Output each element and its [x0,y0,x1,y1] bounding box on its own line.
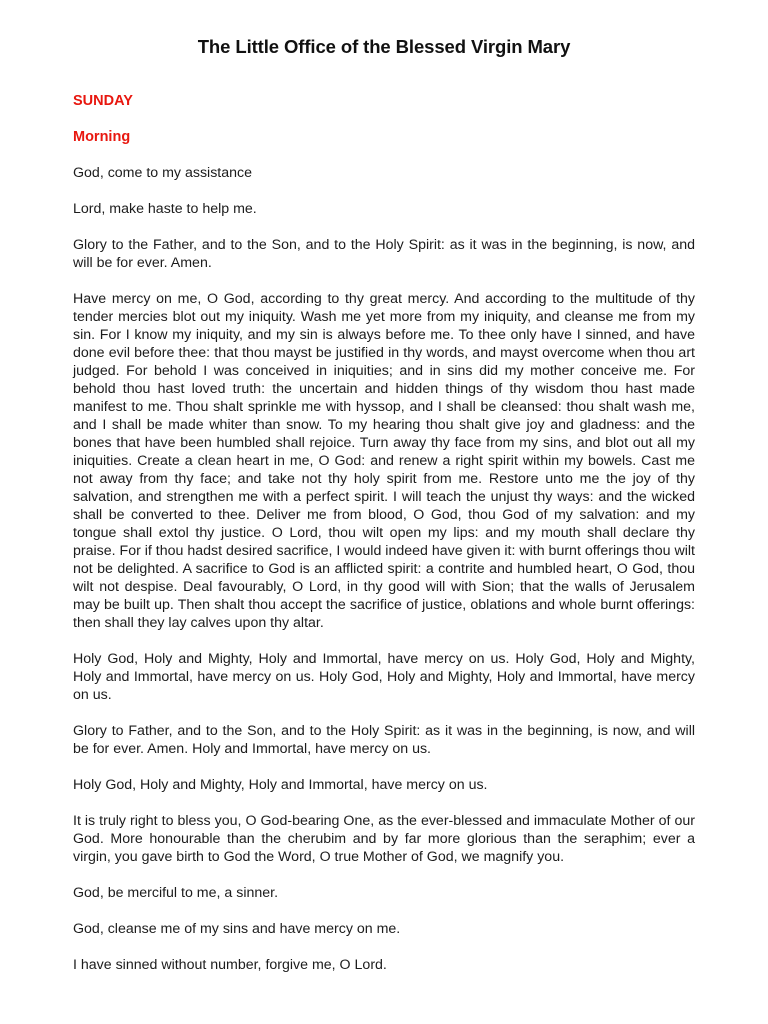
section-heading: Morning [73,129,131,145]
paragraph: God, be merciful to me, a sinner. [73,885,279,901]
document-page [73,36,695,992]
paragraph: Have mercy on me, O God, according to thy great mercy. And according to the multitude of thy tender mercies blot out my iniquity. Wash me yet more from my iniquity, and cleanse me from my sin. For I know my iniquity, and my sin is always before me. To thee only have I sinned, and have done evil before thee: that thou mayst be justified in thy words, and mayst overcome when thou art judged. For behold I was conceived in iniquities; and in sins did my mother conceive me. For behold thou hast loved truth: the uncertain and hidden things of thy wisdom thou hast made manifest to me. Thou shalt sprinkle me with hyssop, and I shall be cleansed: thou shalt wash me, and I shall be made whiter than snow. To my hearing thou shalt give joy and gladness: and the bones that have been humbled shall rejoice. Turn away thy face from my sins, and blot out all my iniquities. Create a clean heart in me, O God: and renew a right spirit within my bowels. Cast me not away from thy face; and take not thy holy spirit from me. Restore unto me the joy of thy salvation, and strengthen me with a perfect spirit. I will teach the unjust thy ways: and the wicked shall be converted to thee. Deliver me from blood, O God, thou God of my salvation: and my tongue shall extol thy justice. O Lord, thou wilt open my lips: and my mouth shall declare thy praise. For if thou hadst desired sacrifice, I would indeed have given it: with burnt offerings thou wilt not be delighted. A sacrifice to God is an afflicted spirit: a contrite and humbled heart, O God, thou wilt not despise. Deal favourably, O Lord, in thy good will with Sion; that the walls of Jerusalem may be built up. Then shalt thou accept the sacrifice of justice, oblations and whole burnt offerings: then shall they lay calves upon thy altar. [73,291,695,631]
paragraph: It is truly right to bless you, O God-bearing One, as the ever-blessed and immaculate Mother of our God. More honourable than the cherubim and by far more glorious than the seraphim; ever a virgin, you gave birth to God the Word, O true Mother of God, we magnify you. [73,813,695,865]
paragraph: God, cleanse me of my sins and have mercy on me. [73,921,401,937]
paragraph: Glory to the Father, and to the Son, and to the Holy Spirit: as it was in the beginning, is now, and will be for ever. Amen. [73,237,695,271]
paragraph: Lord, make haste to help me. [73,201,257,217]
paragraph: Holy God, Holy and Mighty, Holy and Immortal, have mercy on us. Holy God, Holy and Mighty, Holy and Immortal, have mercy on us. Holy God, Holy and Mighty, Holy and Immortal, have mercy on us. [73,651,695,703]
paragraph: Holy God, Holy and Mighty, Holy and Immortal, have mercy on us. [73,777,488,793]
document-title: The Little Office of the Blessed Virgin Mary [197,36,571,57]
paragraph: Glory to Father, and to the Son, and to the Holy Spirit: as it was in the beginning, is now, and will be for ever. Amen. Holy and Immortal, have mercy on us. [73,723,695,757]
day-heading: SUNDAY [73,93,133,109]
paragraph: God, come to my assistance [73,165,252,181]
paragraph: I have sinned without number, forgive me, O Lord. [73,957,387,973]
